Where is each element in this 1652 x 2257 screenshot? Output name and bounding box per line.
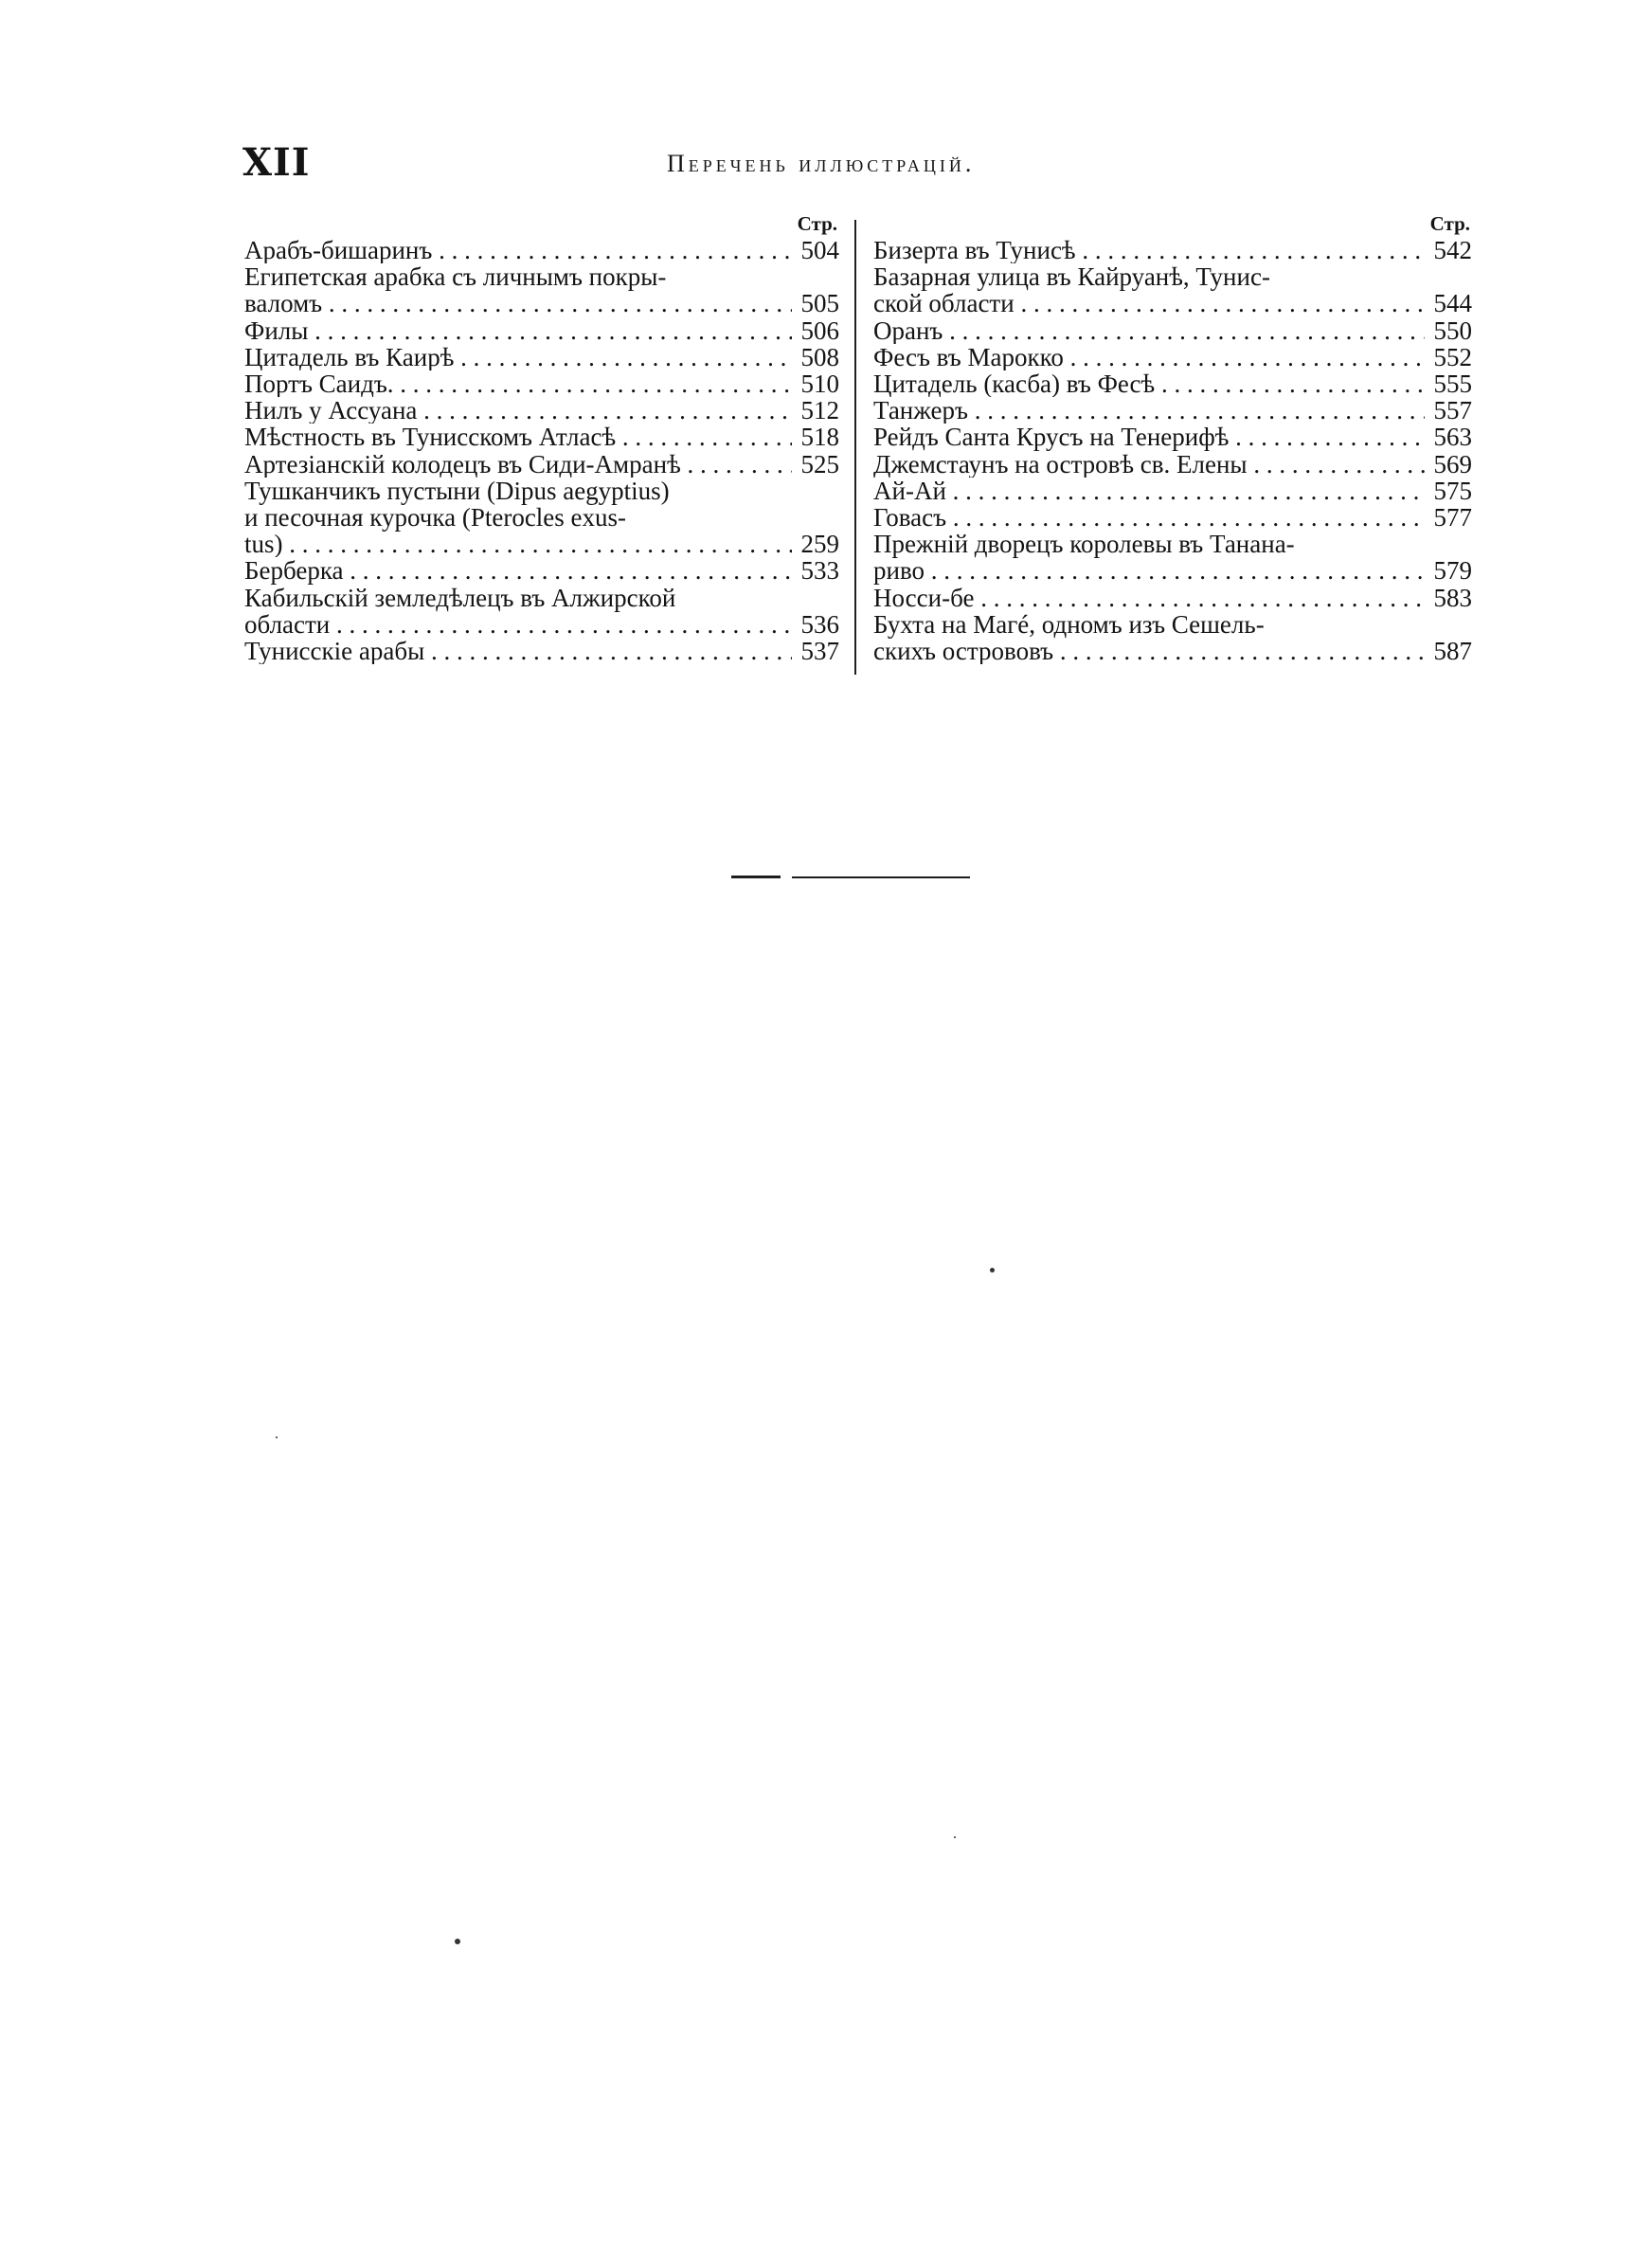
illustration-page-number: 510 — [800, 370, 839, 399]
illustration-page-number: 542 — [1433, 236, 1472, 264]
illustration-title — [873, 397, 1425, 424]
illustration-title-last-line — [244, 557, 792, 584]
illustration-title-last-line — [873, 290, 1425, 316]
illustration-title-head: Египетская арабка съ личнымъ покры- — [244, 262, 667, 292]
illustration-entry — [244, 557, 839, 584]
illustration-title — [244, 317, 792, 344]
illustration-title — [873, 370, 1425, 397]
illustration-title-last-line — [873, 585, 1425, 611]
illustration-page-number: 525 — [800, 449, 839, 478]
print-speck — [455, 1939, 460, 1944]
illustration-title-last-line — [244, 531, 792, 557]
illustration-page-number: 508 — [800, 342, 839, 371]
dot-leader: Портъ Саидъ. . . . — [244, 370, 792, 397]
illustration-entry — [244, 585, 839, 638]
dot-leader: Арабъ-бишаринъ . . . — [244, 237, 792, 263]
illustration-entry — [873, 370, 1472, 397]
illustration-title-last-line — [873, 424, 1425, 450]
illustration-title-last-line — [873, 317, 1425, 344]
illustration-entry — [873, 397, 1472, 424]
illustration-title-head: Бухта на Магé, одномъ изъ Сешель- — [873, 609, 1265, 639]
dot-leader: скихъ острововъ . . . — [873, 638, 1425, 664]
illustration-title — [873, 504, 1425, 531]
illustration-page-number: 504 — [800, 236, 839, 264]
illustration-title-last-line — [244, 317, 792, 344]
print-speck — [990, 1268, 995, 1273]
illustration-entry — [244, 478, 839, 558]
dot-leader: Мѣстность въ Тунисскомъ Атласѣ . . . — [244, 424, 792, 450]
illustration-page-number: 579 — [1433, 556, 1472, 586]
illustration-title — [873, 237, 1425, 263]
illustration-page-number: 536 — [800, 609, 839, 639]
dot-leader: Фесъ въ Марокко . . . — [873, 344, 1425, 370]
illustration-page-number: 537 — [800, 637, 839, 666]
illustration-title — [244, 638, 792, 664]
illustration-entry — [873, 585, 1472, 611]
illustration-entry — [873, 424, 1472, 450]
illustration-page-number: 506 — [800, 316, 839, 345]
illustration-title-last-line — [244, 424, 792, 450]
running-title: Перечень иллюстрацій. — [667, 150, 976, 177]
entries-list — [873, 237, 1472, 664]
illustration-title-last-line — [873, 344, 1425, 370]
illustration-title — [244, 344, 792, 370]
illustration-title — [873, 451, 1425, 478]
illustration-title-last-line — [244, 611, 792, 638]
illustration-page-number: 550 — [1433, 316, 1472, 345]
illustration-entry — [873, 478, 1472, 504]
illustration-page-number: 587 — [1433, 637, 1472, 666]
illustration-title-last-line — [873, 504, 1425, 531]
illustration-title — [873, 344, 1425, 370]
illustration-title-last-line — [873, 397, 1425, 424]
illustration-title — [244, 237, 792, 263]
illustration-entry — [244, 638, 839, 664]
illustration-page-number: 557 — [1433, 396, 1472, 425]
column-divider — [854, 220, 856, 675]
illustration-title — [244, 451, 792, 478]
illustration-entry — [873, 504, 1472, 531]
illustration-title-last-line — [873, 638, 1425, 664]
dot-leader: Бизерта въ Тунисѣ . . . — [873, 237, 1425, 263]
illustration-entry — [244, 344, 839, 370]
dot-leader: Носси-бе . . . — [873, 585, 1425, 611]
illustration-entry — [244, 237, 839, 263]
illustration-page-number: 563 — [1433, 423, 1472, 452]
dot-leader: Филы . . . — [244, 317, 792, 344]
page-column-header: Стр. — [797, 212, 837, 235]
illustration-page-number: 569 — [1433, 449, 1472, 478]
illustration-page-number: 518 — [800, 423, 839, 452]
illustration-title-head: Прежній дворецъ королевы въ Танана- — [873, 530, 1295, 559]
dot-leader: Рейдъ Санта Крусъ на Тенерифѣ . . . — [873, 424, 1425, 450]
dot-leader: tus) . . . — [244, 531, 792, 557]
dot-leader: ской области . . . — [873, 290, 1425, 316]
illustration-entry — [244, 424, 839, 450]
dot-leader: Цитадель въ Каирѣ . . . — [244, 344, 792, 370]
print-speck — [954, 1836, 956, 1838]
illustration-page-number: 552 — [1433, 342, 1472, 371]
dot-leader: Берберка . . . — [244, 557, 792, 584]
illustration-title-last-line — [873, 451, 1425, 478]
illustration-title-last-line — [244, 638, 792, 664]
illustration-entry — [244, 451, 839, 478]
print-speck — [276, 1436, 278, 1438]
illustration-title-head: Базарная улица въ Кайруанѣ, Тунис- — [873, 262, 1270, 292]
illustration-title — [244, 397, 792, 424]
illustration-title-last-line — [873, 237, 1425, 263]
illustration-page-number: 533 — [800, 556, 839, 586]
illustration-entry — [873, 451, 1472, 478]
illustration-title-last-line — [873, 557, 1425, 584]
section-end-rule-long — [792, 876, 970, 878]
illustration-title-last-line — [244, 344, 792, 370]
illustration-entry — [244, 370, 839, 397]
illustration-list-left-column — [244, 210, 839, 664]
illustration-title — [873, 424, 1425, 450]
illustration-title — [873, 478, 1425, 504]
illustration-title-last-line — [244, 451, 792, 478]
illustration-page-number: 544 — [1433, 289, 1472, 318]
illustration-page-number: 583 — [1433, 583, 1472, 612]
illustration-title-last-line — [244, 290, 792, 316]
illustration-title — [244, 370, 792, 397]
illustration-title — [873, 611, 1425, 664]
page-column-header: Стр. — [1429, 212, 1470, 235]
illustration-title-last-line — [873, 370, 1425, 397]
illustration-entry — [873, 237, 1472, 263]
dot-leader: Ай-Ай . . . — [873, 478, 1425, 504]
illustration-entry — [873, 611, 1472, 664]
illustration-title — [244, 557, 792, 584]
dot-leader: Джемстаунъ на островѣ св. Елены . . . — [873, 451, 1425, 478]
illustration-title — [873, 317, 1425, 344]
dot-leader: Говасъ . . . — [873, 504, 1425, 531]
illustration-title-head: Кабильскій земледѣлецъ въ Алжирской — [244, 583, 676, 612]
illustration-entry — [873, 263, 1472, 316]
dot-leader: Цитадель (касба) въ Фесѣ . . . — [873, 370, 1425, 397]
illustration-title-last-line — [244, 237, 792, 263]
illustration-title-last-line — [873, 478, 1425, 504]
illustration-page-number: 577 — [1433, 503, 1472, 533]
illustration-title — [244, 585, 792, 638]
illustration-title — [873, 531, 1425, 584]
illustration-title — [244, 478, 792, 558]
dot-leader: Танжеръ . . . — [873, 397, 1425, 424]
illustration-entry — [873, 344, 1472, 370]
illustration-entry — [873, 531, 1472, 584]
illustration-title-head: Тушканчикъ пустыни (Dipus aegyptius) и песочная курочка (Pterocles exus- — [244, 476, 670, 533]
dot-leader: Тунисскіе арабы . . . — [244, 638, 792, 664]
illustration-page-number: 259 — [800, 530, 839, 559]
illustration-title — [244, 263, 792, 316]
entries-list — [244, 237, 839, 664]
section-end-rule-short — [731, 876, 781, 878]
illustration-title-last-line — [244, 397, 792, 424]
illustration-entry — [873, 317, 1472, 344]
illustration-entry — [244, 317, 839, 344]
illustration-page-number: 555 — [1433, 370, 1472, 399]
illustration-title-last-line — [244, 370, 792, 397]
illustration-title — [873, 263, 1425, 316]
illustration-title — [873, 585, 1425, 611]
illustration-page-number: 505 — [800, 289, 839, 318]
illustration-page-number: 575 — [1433, 476, 1472, 505]
dot-leader: валомъ . . . — [244, 290, 792, 316]
dot-leader: Оранъ . . . — [873, 317, 1425, 344]
dot-leader: Артезіанскій колодецъ въ Сиди-Амранѣ . . . — [244, 451, 792, 478]
page-number: XII — [242, 140, 311, 185]
illustration-entry — [244, 263, 839, 316]
illustration-page-number: 512 — [800, 396, 839, 425]
illustration-list-right-column — [873, 210, 1472, 664]
dot-leader: риво . . . — [873, 557, 1425, 584]
illustration-entry — [244, 397, 839, 424]
illustration-title — [244, 424, 792, 450]
dot-leader: Нилъ у Ассуана . . . — [244, 397, 792, 424]
dot-leader: области . . . — [244, 611, 792, 638]
